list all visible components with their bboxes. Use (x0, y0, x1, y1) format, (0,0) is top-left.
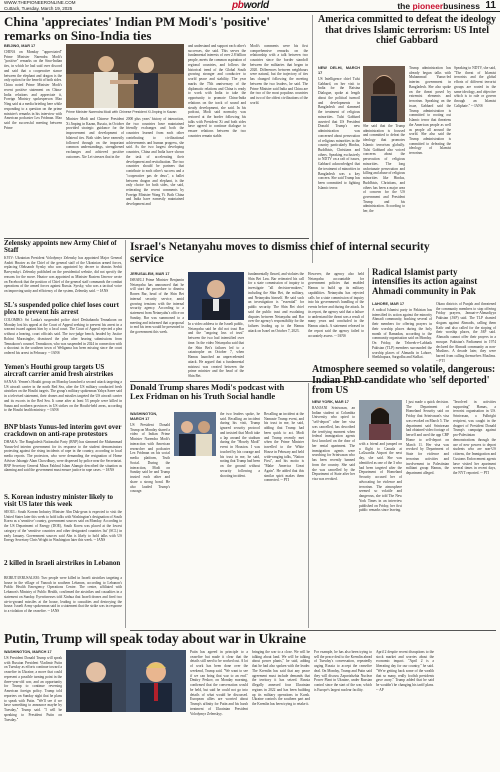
yemen-body: SANAA: Yemen's Houthi group on Monday launched a second attack targeting a US aircraft carrier in the north Red Sea, after the US military conducted fresh airstrikes on the Houthi targets. The group's military spokesman Yahya Saree said in a televised statement, their drones and missiles targeted the US aircraft carrier and its escorts in the Red Sea. It came after at least 53 people were killed in Sanaa and northern provinces in US strikes on the Houthi-held areas, according to the Houthi health ministry. -- IANS (4, 380, 122, 413)
atmosphere-col-4: "Involved in activities supporting" Hamas, a terrorist organisation in US. Srinivasan, a Fulbright recipient, was caught in the dragnet of President Donald Trump's campaign against pro-Palestinian demonstrations through the use of new powers to deport students who are non-US citizens, the Immigration and Customs Enforcement agents have visited her apartment several times in recent days, the NYT reported. -- PTI (453, 400, 496, 476)
trump-modi-illustration (174, 412, 216, 456)
putin-trump-illustration (66, 650, 186, 712)
netanyahu-col-3: fundamentally flawed, and violates the Shin Bet Law. Bar reiterated his call for a state commission of inquiry to investigate "all decision-makers," including the Shin Bet, the military, and Netanyahu himself. He said such an investigation is "essential" for public security. The Shin Bet chief said the public trust and escalating disputes between Netanyahu and Bar over the agency's responsibility for the failures leading up to the Hamas attack on Israel on October 7, 2023. (248, 272, 304, 333)
atmosphere-headline: Atmosphere seemed so volatile, dangerous: Indian PhD candidate who 'self deported' from US (312, 364, 496, 396)
sl-headline: SL's suspended police chief loses court plea to prevent his arrest (4, 301, 119, 317)
ahmadi-dateline: LAHORE, MAR 17 (372, 302, 405, 306)
netanyahu-dateline: JERUSALEM, MAR 17 (130, 272, 170, 276)
america-col-3: Trump administration has already begun talks with Muhammad Yunus-led interim government in Bangladesh. She also spoke on the threat posed by extremist elements and terrorism. Speaking on the issue, Gabbard said the Trump administration is committed to rooting out Islamic terror that threatens the American people as well as people all around the world. She also said the Trump administration is committed to defeating the ideology of Islamist terrorism. (409, 66, 451, 156)
bnp-body: DHAKA: The Bangladesh Nationalist Party (BNP) has slammed the Muhammad Yunus-led interim government for its response to the student demonstrators protesting against the rising incidents of rape in the country, according to local media reports. The protestors, who were demanding the resignation of Home Adviser Jahangir Alam Chowdhury, were dispersed by police near the Secretariat. BNP Secretary General Mirza Fakhrul Islam Alamgir described the situation as alarming and said the government must ensure justice in rape cases. -- IANS (4, 440, 122, 473)
netanyahu-headline: Israel's Netanyahu moves to dismiss chief of internal security service (130, 241, 430, 266)
america-col-1: NEW DELHI, MARCH 17 US Intelligence chief Tulsi Gabbard, on her visit to India for the Raisina Dialogue, spoke at length about the political turmoil and developments in Bangladesh and slammed the treatment of religious minorities. Tulsi Gabbard asserted that US President Donald Trump's new administration was concerned about persecution of religious minorities in the country particularly Hindus, Buddhists, Christians and others. Speaking exclusively to NDTV on a raft of issues, Gabbard acknowledged that the treatment of minorities in Bangladesh was a key concern. She said Trump has been committed to fighting Islamic terror. (318, 66, 360, 190)
atmosphere-dateline: NEW YORK, MAR 17 (312, 400, 349, 404)
trump-podcast-col-3: Recalling an incident at the Namaste Trump event, and his trust in me, he said, adding that Trump had been quick to act. Modi and Trump recently met when the Prime Minister travelled to the White House in February and held wide-ranging talks, "Nation First", and his motto is "Make America Great Again". He added that this similar spirit makes them connected. -- PTI (264, 412, 304, 483)
putin-dateline: WASHINGTON, MARCH 17 (4, 650, 52, 654)
netanyahu-col-1: JERUSALEM, MAR 17 ISRAELI Prime Minister Benjamin Netanyahu has announced that he will start the procedure to dismiss Ronen Bar, head of the Shin Bet internal security service, amid growing tensions with the internal security agency. According to a statement from Netanyahu's office on Sunday, Bar was summoned to a meeting and informed that a proposal to end his term would be presented to the government this week. (130, 272, 184, 335)
yemen-headline: Yemen's Houthi group targets US aircraft carrier amid fresh airstrikes (4, 363, 114, 379)
ahmadi-headline: Radical Islamist party intensifies its action against Ahmadi community in Pak (372, 267, 478, 296)
issue-date: Cuttack, Tuesday, March 19, 2025 (4, 5, 73, 11)
america-col-4: Speaking to NDTV, she said, "The threat of Islamist terrorists and the global efforts of different terrorist groups are rooted in the same ideology, and objective which is to rule or govern through an Islamist Caliphate." -- IANS (454, 66, 496, 108)
bnp-headline: BNP blasts Yunus-led interim govt over crackdown on anti-rape protestors (4, 423, 122, 439)
america-headline: America committed to defeat the ideology that drives Islamic terrorism: US Intel chief Gabbard (318, 14, 496, 46)
putin-col-1: WASHINGTON, MARCH 17 US President Donald Trump will speak with Russian President Vladimir Putin on Tuesday as efforts continue toward a ceasefire in Ukraine, a move that could represent a possible turning point in the three-year-old war, and an opportunity for Trump to continue reversing American foreign policy. Trump told reporters on Sunday night that he plans to speak with Putin. "We'll see if we have something to announce maybe by Tuesday," Trump said. "I will be speaking to President Putin on Tuesday." (4, 650, 62, 722)
trump-podcast-col-1: WASHINGTON, MARCH 17 US President Donald Trump on Monday shared a video of Indian Prime Minister Narendra Modi's interaction with American researcher and podcaster Lex Fridman on his social media platform, Truth Social. During the interaction, Modi on Sunday said he and Trump trusted each other and share a strong bond. He also lauded Trump's courage. (130, 412, 170, 494)
trump-podcast-col-2: the two leaders spoke, he said. Recalling an incident during his visit, Trump ignored security protocol and insisted that Modi take a lap around the stadium during the "Howdy Modi" event in Houston. I was touched by his courage and his trust in me, he said, noting that Trump had been on the ground without security following a shooting incident. (220, 412, 260, 478)
netanyahu-illustration (188, 272, 244, 320)
putin-col-4: For example, he has also been trying to sell the peace deal to the Kremlin ahead of Tuesday's conversation, repeatedly urging Russia to accept the ceasefire deal. On Monday, Trump and Putin said they will discuss Zaporizhzhia Nuclear Power Plant in Ukraine, under Russian control since the start of the war, which is Europe's largest nuclear facility. (314, 650, 372, 692)
putin-trump-photo (66, 650, 186, 712)
trump-podcast-dateline: WASHINGTON, MARCH 17 (130, 412, 158, 421)
trump-podcast-headline: Donald Trump shares Modi's podcast with Lex Fridman on his Truth Social handle (130, 382, 285, 401)
gabbard-photo (363, 66, 405, 122)
china-col-1: BEIJING, MAR 17 CHINA on Monday "appreciated" Prime Minister Narendra Modi's "positive" remarks on the Sino-Indian ties, in which he had said over discord and said that a cooperative stance between the elephant and dragon is the only option for the benefit of both sides. China noted Prime Minister Modi's recent positive statement on China-India relations and appreciate it, Foreign Ministry spokesperson Mao Ning said at a media briefing here while responding to a question on the prime minister's remarks in his interview with American podcaster Lex Fridman. Mao said the successful meeting between Prime (4, 44, 62, 130)
lebanon-body: BEIRUT/JERUSALEM: Two people were killed in Israeli airstrikes targeting a house in the village of Yanouh in southern Lebanon, according to Lebanon's Public Health Emergency Operations Centre. The centre, affiliated with Lebanon's Ministry of Public Health, confirmed the airstrikes and casualties in a statement on Sunday. Eyewitnesses told Xinhua that Israeli drones and fired two air-to-ground missiles at the house, leading to casualties and destroying the house. Israeli Army spokesman said in a statement that the strike was in response to a violation of the ceasefire. -- IANS (4, 576, 122, 614)
netanyahu-col-4: However, the agency also held Netanyahu accountable for government policies that enabled Hamas to build up its military capabilities. Netanyahu has rejected calls for a state commission of inquiry into his government's handling of the events before and during the attack. In its report, the agency said that a failure to understand the threat was a result of many years and concluded in the Hamas attack. A statement released in the report said the agency failed to accurately assess. -- IANS (308, 272, 364, 338)
china-col-2: Minister Modi and Chinese President Xi Jinping in Kazan, Russia, in October provided strategic guidance for the improvement and development of bilateral ties. Both sides have earnestly followed through on the important common understandings, strengthened exchanges and achieved positive outcomes. Xie Lei stresses that in the (66, 117, 124, 159)
ahmadi-col-2: Okara districts of Punjab and threatened the community members to stop offering Friday prayers, Jamaat-e-Ahmadiyya Pakistan (JAP) said. The TLP chanted slogans against Ahmadis, calling them Kafir and also called for the stoping of their worship places, the JAP said. Ahmadis cannot offer their prayers in a mosque. Pakistan's Parliament in 1974 declared the Ahmadi community as non-Muslims. A decade later, they were barred from calling themselves Muslims. -- PTI (436, 302, 496, 363)
korea-headline: S. Korean industry minister likely to visit US later this week (4, 493, 114, 509)
netanyahu-col-2: In a video address to the Israeli public, Netanyahu said he did not trust Bar and the "ongoing loss of trust" between the two had intensified over time. In the video Netanyahu said that the Shin Bet's failures led to a catastrophe on October 7, when Hamas launched an unprecedented attack. He argued that a fundamental mistrust was created between the prime minister and the head of the Shin Bet. (188, 322, 244, 379)
china-headline: China 'appreciates' Indian PM Modi's 'positive' remarks on Sino-India ties (4, 14, 270, 43)
putin-headline: Putin, Trump will speak today about war in Ukraine (4, 631, 306, 646)
america-dateline: NEW DELHI, MARCH 17 (318, 66, 360, 75)
masthead-meta (4, 0, 124, 10)
america-col-2: She said that the Trump administration is focused and committed to defeat the ideology that promotes Islamic terrorism globally. Tulsi Gabbard also voiced concerns about the persecution of religious minorities. The long unfortunate persecution and killing and abuse of religious minorities like Hindus, Buddhists, Christians, and others has been a major area of concern for the US government and President Trump and his administration. According to her, the (363, 124, 405, 214)
china-col-4: and understand and support each other's successes, she said. This serves the fundamental interests of over 2.8 billion people, meets the common aspiration of regional countries, and follows the historical trend of the Global South growing stronger and conducive to world peace and stability. The year marks the 75th anniversary of the diplomatic relations and China is ready to work with India to take the opportunity to promote China-India relations on the track of sound and steady development, she said. In his podcast, Modi said normalcy was restored at the border following his talks with President Xi and both sides have agreed to continue dialogue to ensure relations between the two countries remain stable. (188, 44, 246, 138)
atmosphere-col-3: I just made a quick decision. The Department of Homeland Security said on Friday that Srinivasan's visa was revoked on March 5. The department said Srinivasan had obtained video footage of herself and used the app CBP Home to self-deport on March 11. Her visa was revoked by Department of State for violence and terrorism activities and involvement in Palestinian militant group Hamas, the department alleged. (406, 400, 449, 476)
putin-col-5: April 2 despite recent disruptions to the stock market and worries about the economic impact. "April 2 is a liberating day for our country," he said. "We're getting back some of the wealth that so many, really foolish presidents gave away." Trump added that he said he wouldn't be changing his tariff plans. -- AP (376, 650, 434, 692)
zelensky-body: KYIV: Ukrainian President Volodymyr Zelensky has appointed Major General Andrii Hnatov as the Chief of the general staff of the Ukrainian armed forces, replacing Oleksandr Syrsky who was appointed by decree to dismiss Serhii Barvynskyi. Zelensky published on the presidential website, did not specify the reasons for the move. Hnatov was appointed as Minister Rustem Umerov wrote on Facebook that the position of Chief of the general staff commands the combat operations of the armed forces against Russia. Syrsky, who was a tactical voice on improving unity and efficiency of the system, Zelensky said. -- IANS (4, 256, 122, 294)
china-col-3: 2000 plus years' history of interaction, the two countries have maintained friendly exchanges and both the countries learned from each other contributing to civilizational achievements and human progress, she said. As the two largest developing countries, China and India have shown the task of accelerating their development and revitalisation. The two countries should be partners that contribute to each other's success and a "cooperative pas de deux", a ballet between dragon and elephant, is the only choice for both sides, she said, reiterating the recent comments by Foreign Minister Wang Yi. Both China and India have earnestly maintained development and (126, 117, 184, 207)
lebanon-headline: 2 killed in Israeli airstrikes in Lebanon (4, 559, 121, 567)
china-photo-caption: Prime Minister Narendra Modi with Chinese President Xi Jinping in Kazan (66, 110, 177, 114)
zelensky-headline: Zelensky appoints new Army Chief of Staff (4, 239, 117, 255)
section-logo: pbworld (232, 0, 269, 11)
netanyahu-photo (188, 272, 244, 320)
sl-body: COLOMBO: Sri Lanka's suspended police chief Deshabandu Tennakoon on Monday lost his appeal at the Court of Appeal seeking to prevent his arrest in a warrant issued against him by a local court. The Court of Appeal rejected a plea without a hearing, court officials said. The two-judge bench, headed by Justice Rohini Marasinghe, dismissed the plea after hearing submissions from Tennakoon's counsel. Tennakoon, who was suspended in 2024 in connection with a shootout in the southern town of Weligama has been missing since the court ordered his arrest in February. -- IANS (4, 318, 122, 356)
china-dateline: BEIJING, MAR 17 (4, 44, 36, 48)
gabbard-illustration (363, 66, 405, 122)
paper-name: the pioneerbusiness (397, 1, 480, 11)
page-number: 11 (485, 0, 496, 11)
atmosphere-col-1: NEW YORK, MAR 17 RANJANI Srinivasan, an Indian student at Columbia University who opted to "self-deport" after her visa was cancelled, has described the terrifying moment when federal immigration agents first knocked on the door of her rental apartment. The immigration agents were searching for Srinivasan who has been recently banned from the country. She said she was cancelled by the Department of State after her visa was revoked. (312, 400, 355, 482)
trump-modi-photo (174, 412, 216, 456)
srinivasan-illustration (359, 400, 402, 440)
putin-col-3: bringing the war to a close. We will be talking about land. We will be talking about power plants," he said, adding that he had also spoken with the leader. The Kremlin has said that any peace agreement must include demands that the territory it has seized. Russia illegally annexed four Ukrainian regions in 2022 and has been building up its military operations in Kursk. Ukraine controls the southern part and the Kremlin has been trying to retake it. (252, 650, 310, 707)
ahmadi-col-1: LAHORE, MAR 17 A radical Islamist party in Pakistan has intensified its action against the minority Ahmadi community, booking several of their members for offering prayers in their worship places during the holy month of Ramadan, according to the community organisation said on Monday. On Friday, the Tehreek-e-Labbaik Pakistan (TLP) members surrounded the worship places of Ahmadis in Lahore, Sheikhupura, Sargodha and Sialkot. (372, 302, 432, 360)
masthead (0, 0, 500, 12)
korea-body: SEOUL: South Korean Industry Minister Ahn Duk-geun is expected to visit the United States later this week to hold talks with Washington's designation of South Korea as a 'sensitive' country, government sources said on Monday. According to the US Department of Energy (DOE), South Korea was placed at the lowest category of the 'sensitive countries and other designated countries list' (SCL) in early January. Government sources said Ahn is likely to hold talks with US Energy Secretary Chris Wright in Washington later this week. -- IANS (4, 510, 122, 543)
atmosphere-col-2: with a friend and jumped on a flight to Canada at LaGuardia Airport the next day, she said. She was identified as one of the 3 who had been targeted after the Department of Homeland Security accused her of advocating for violence and terrorism. The atmosphere seemed so volatile and dangerous, she told The New York Times in an interview published on Friday, her first public remarks since leaving. (359, 442, 402, 513)
modi-xi-illustration (66, 44, 184, 108)
website-url: WWW.THEPIONEERONLINE.COM (4, 0, 76, 6)
srinivasan-photo (359, 400, 402, 440)
putin-col-2: Putin has agreed in principle to a ceasefire but made it clear that the details still need to be worked out. A lot of work has been done over the weekend, Trump said. "We want to see if we can bring that war to an end." Dmitry Peskov, on Monday morning, confirmed that the conversation would be held, but said he could not go into details of what would be discussed. European allies are worried about Trump's affinity for Putin and his harsh treatment of Ukrainian President Volodymyr Zelenskyy. (190, 650, 248, 716)
china-col-5: Modi's comments were his first comprehensive remarks on the relationship with a talk between two countries since the border standoff between the militaries that began in 2020. Differences between neighbours were natural, but the trajectory of ties has changed following the meeting between the two leaders, he said. The Prime Minister said India and China are the two of the most populous countries and two of the oldest civilizations of the world. (250, 44, 308, 105)
modi-xi-photo (66, 44, 184, 108)
